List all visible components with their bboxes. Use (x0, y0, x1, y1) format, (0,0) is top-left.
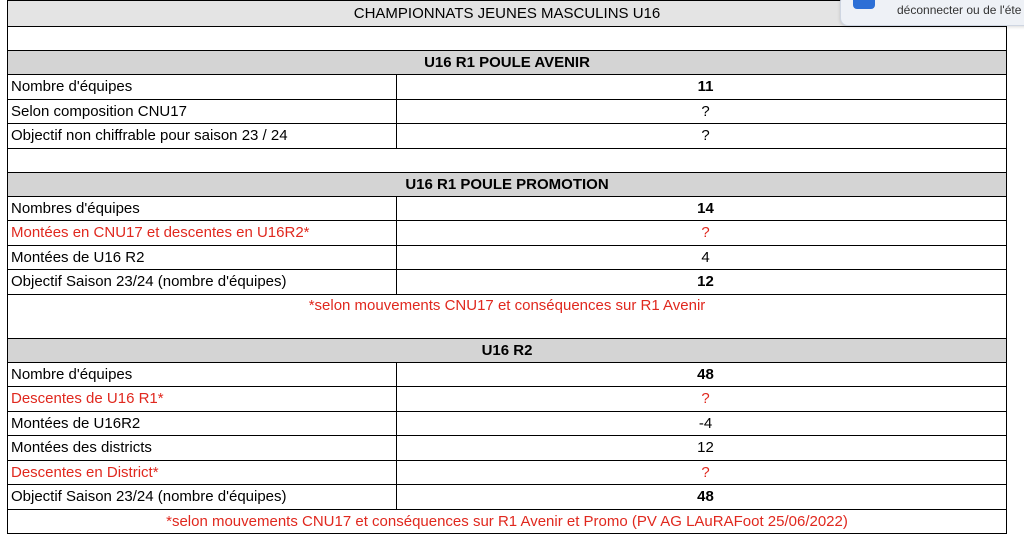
table-row[interactable] (8, 221, 1006, 246)
section-header-text: U16 R2 (481, 341, 533, 359)
row-value[interactable]: ? (701, 127, 710, 145)
sheet-title-text: CHAMPIONNATS JEUNES MASCULINS U16 (353, 5, 661, 22)
row-value[interactable]: 48 (697, 365, 714, 383)
row-value[interactable]: ? (701, 390, 710, 408)
section-header-text: U16 R1 POULE AVENIR (424, 54, 590, 71)
row-value[interactable]: ? (701, 224, 710, 242)
section-header-r2[interactable] (8, 339, 1006, 363)
row-label[interactable]: Selon composition CNU17 (8, 100, 397, 124)
row-value[interactable]: 4 (701, 248, 710, 266)
section-header-r1-avenir[interactable] (8, 51, 1006, 75)
footnote-r2[interactable] (8, 510, 1006, 534)
table-row[interactable] (8, 363, 1006, 388)
table-row[interactable] (8, 75, 1006, 100)
blank-row[interactable] (8, 27, 1006, 51)
spreadsheet-table (7, 0, 1007, 534)
row-value[interactable]: 48 (697, 488, 714, 506)
row-label[interactable]: Montées en CNU17 et descentes en U16R2* (8, 221, 397, 245)
table-row[interactable] (8, 124, 1006, 149)
table-row[interactable] (8, 197, 1006, 222)
table-row[interactable] (8, 436, 1006, 461)
table-row[interactable] (8, 387, 1006, 412)
section-header-text: U16 R1 POULE PROMOTION (405, 175, 609, 193)
row-label[interactable]: Descentes en District* (8, 461, 397, 485)
table-row[interactable] (8, 461, 1006, 486)
row-label[interactable]: Descentes de U16 R1* (8, 387, 397, 411)
notification-text: déconnecter ou de l'éte (897, 3, 1022, 17)
row-label[interactable]: Objectif Saison 23/24 (nombre d'équipes) (8, 485, 397, 509)
table-row[interactable] (8, 485, 1006, 510)
row-value[interactable]: ? (701, 463, 710, 481)
row-label[interactable]: Nombres d'équipes (8, 197, 397, 221)
footnote-text: *selon mouvements CNU17 et conséquences sur R1 Avenir (308, 296, 706, 314)
row-label[interactable]: Montées de U16R2 (8, 412, 397, 436)
row-label[interactable]: Nombre d'équipes (8, 363, 397, 387)
footnote-text: *selon mouvements CNU17 et conséquences sur R1 Avenir et Promo (PV AG LAuRAFoot 25/06/2022) (166, 512, 848, 530)
row-value[interactable]: -4 (698, 414, 713, 432)
row-value[interactable]: 12 (697, 439, 714, 457)
table-row[interactable] (8, 100, 1006, 125)
row-value[interactable]: 11 (697, 78, 714, 96)
row-value[interactable]: ? (701, 102, 710, 120)
row-value[interactable]: 12 (697, 273, 714, 291)
table-row[interactable] (8, 270, 1006, 295)
blank-row[interactable] (8, 149, 1006, 173)
table-row[interactable] (8, 246, 1006, 271)
app-icon (853, 0, 875, 9)
footnote-promotion[interactable] (8, 295, 1006, 339)
row-label[interactable]: Montées des districts (8, 436, 397, 460)
row-label[interactable]: Objectif Saison 23/24 (nombre d'équipes) (8, 270, 397, 294)
row-label[interactable]: Nombre d'équipes (8, 75, 397, 99)
row-label[interactable]: Objectif non chiffrable pour saison 23 / 24 (8, 124, 397, 148)
row-label[interactable]: Montées de U16 R2 (8, 246, 397, 270)
row-value[interactable]: 14 (697, 199, 714, 217)
section-header-r1-promotion[interactable] (8, 173, 1006, 197)
table-row[interactable] (8, 412, 1006, 437)
notification-banner[interactable] (840, 0, 1024, 26)
